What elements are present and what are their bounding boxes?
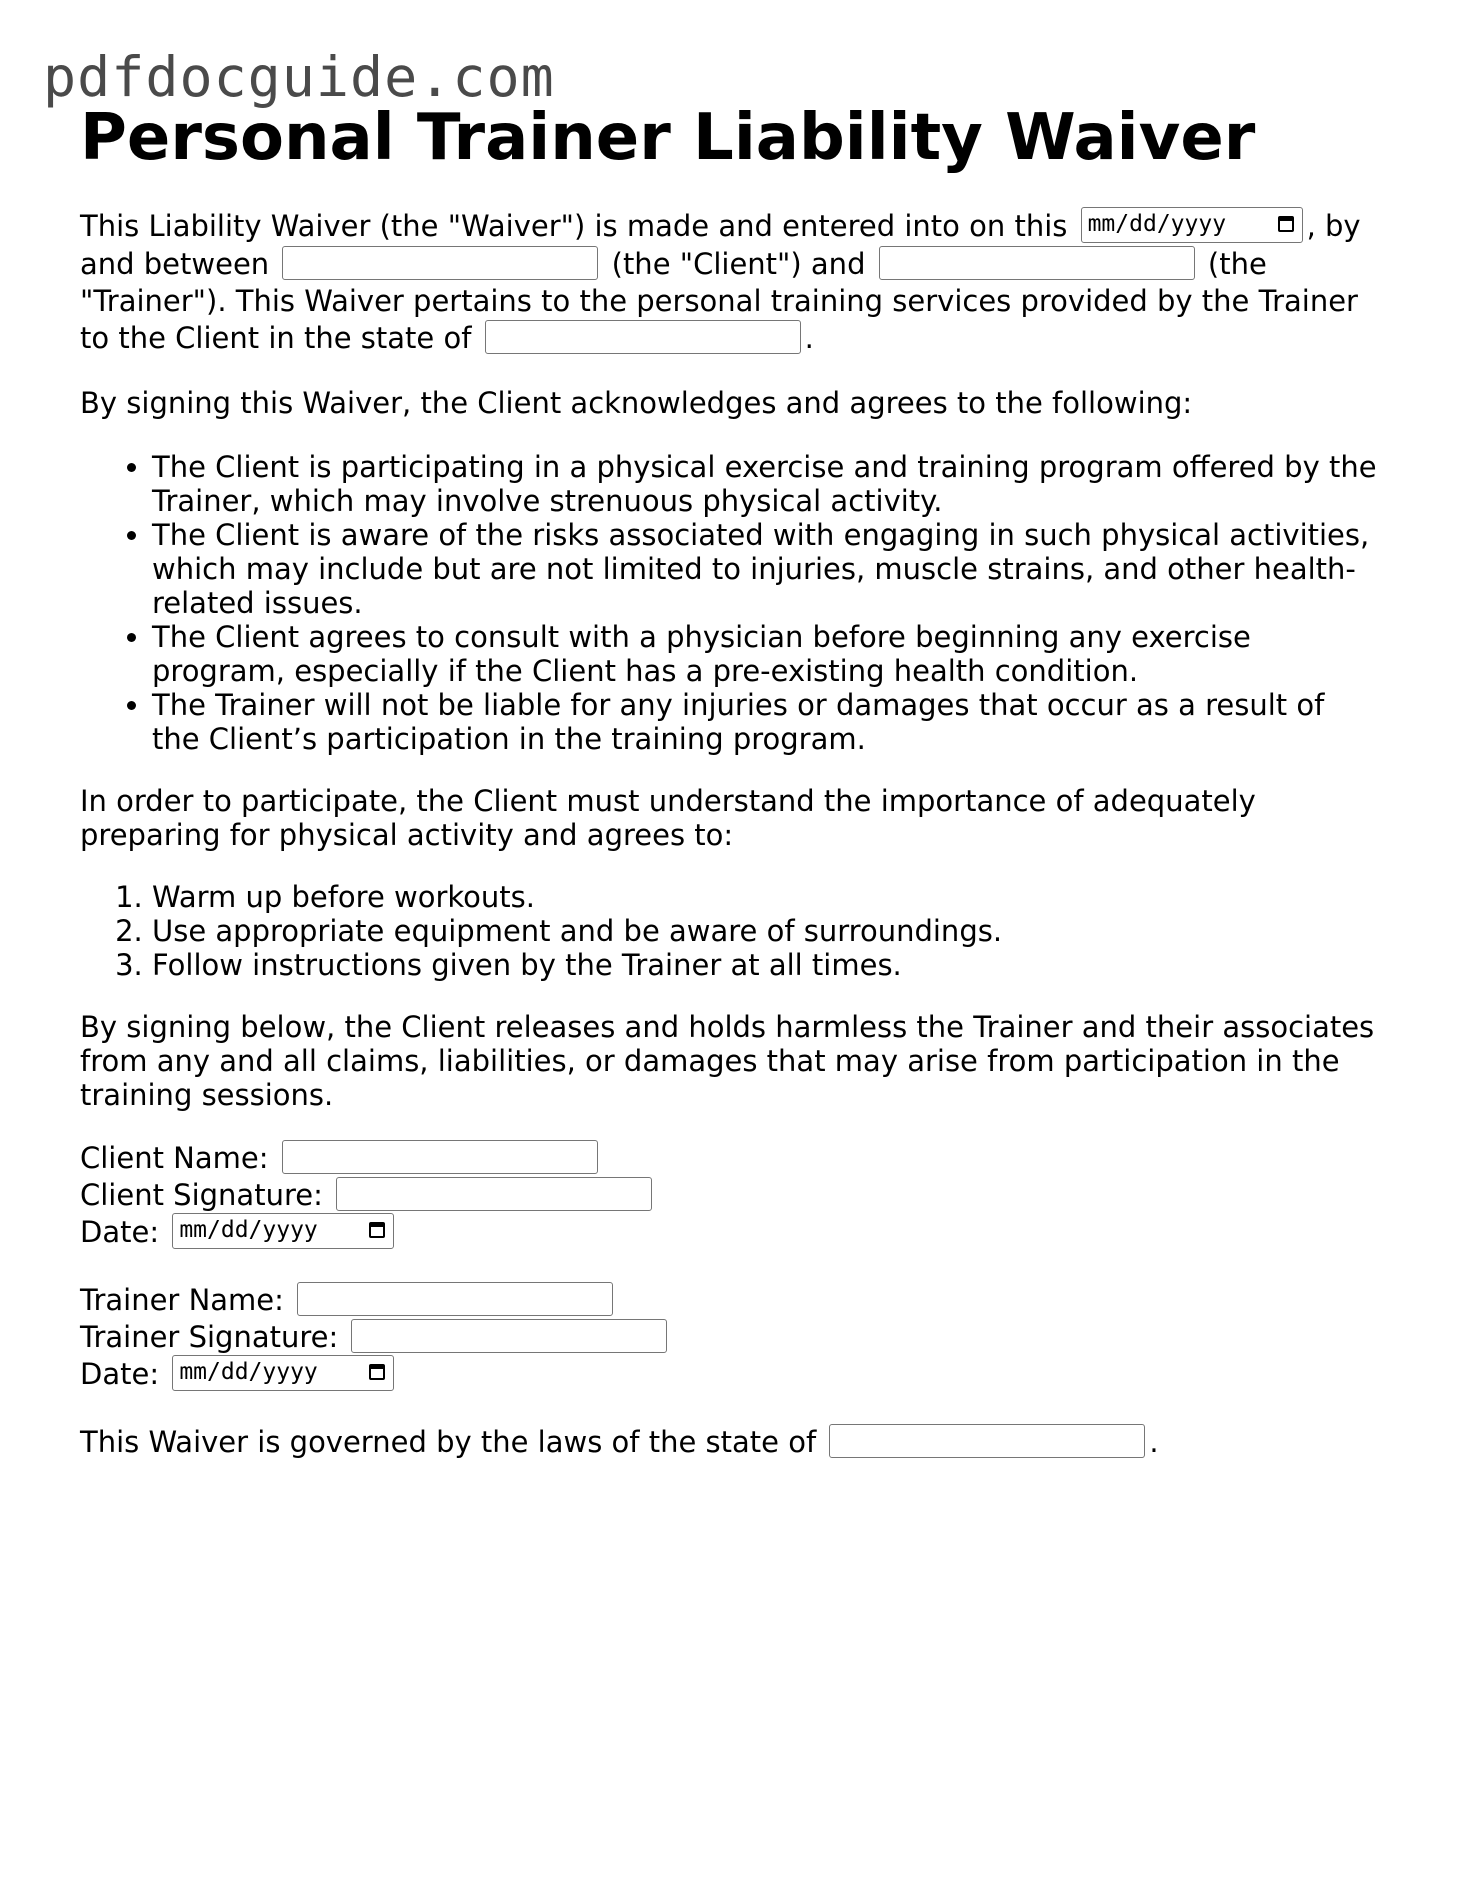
client-name-label: Client Name: — [80, 1141, 269, 1175]
list-item: 1. Warm up before workouts. — [152, 880, 1380, 914]
list-item: • The Client agrees to consult with a physician before beginning any exercise program, especially if the Client has a pre-existing health condition. — [152, 620, 1380, 688]
trainer-date-placeholder: mm/dd/yyyy — [179, 1359, 318, 1385]
trainer-date-row — [80, 1356, 1380, 1394]
trainer-signature-label: Trainer Signature: — [80, 1320, 339, 1354]
state-inline-input[interactable] — [485, 320, 801, 354]
acknowledgement-text: By signing this Waiver, the Client acknowledges and agrees to the following: — [80, 386, 1193, 420]
watermark: pdfdocguide.com — [43, 45, 555, 109]
client-signature-label: Client Signature: — [80, 1178, 323, 1212]
client-name-input[interactable] — [282, 1140, 598, 1174]
agreement-date-placeholder: mm/dd/yyyy — [1087, 211, 1227, 237]
calendar-icon[interactable] — [369, 1222, 385, 1238]
trainer-signature-input[interactable] — [351, 1319, 667, 1353]
trainer-signature-row — [80, 1319, 1380, 1356]
intro-text-1: This Liability Waiver (the "Waiver") is made and entered into on this — [80, 209, 1068, 243]
waiver-document — [80, 100, 1380, 1461]
client-signature-input[interactable] — [336, 1177, 652, 1211]
list-item: • The Trainer will not be liable for any injuries or damages that occur as a result of the Client’s participation in the training program. — [152, 688, 1380, 756]
governing-state-input[interactable] — [829, 1424, 1145, 1458]
intro-text-4: (the "Trainer"). This Waiver pertains to the personal training services provided by the Trainer to the Client in the state of — [80, 247, 1358, 355]
trainer-name-label: Trainer Name: — [80, 1283, 284, 1317]
terms-list — [80, 450, 1380, 756]
governing-law-end: . — [1149, 1425, 1159, 1459]
governing-law-label: This Waiver is governed by the laws of the state of — [80, 1425, 817, 1459]
client-signature-row — [80, 1177, 1380, 1214]
client-name-row — [80, 1140, 1380, 1177]
trainer-name-row — [80, 1282, 1380, 1319]
intro-text-2: , by and between — [80, 209, 1361, 281]
client-signature-block — [80, 1140, 1380, 1252]
intro-text-3: (the "Client") and — [611, 247, 866, 281]
trainer-date-label: Date: — [80, 1357, 160, 1391]
page-title: Personal Trainer Liability Waiver — [80, 101, 1256, 175]
preparation-text: In order to participate, the Client must understand the importance of adequately preparing for physical activity and agrees to: — [80, 784, 1256, 852]
trainer-date-input[interactable] — [172, 1355, 394, 1391]
intro-text-5: . — [804, 321, 814, 355]
client-date-input[interactable] — [172, 1213, 394, 1249]
trainer-signature-block — [80, 1282, 1380, 1394]
trainer-name-inline-input[interactable] — [879, 246, 1195, 280]
list-item: 2. Use appropriate equipment and be aware of surroundings. — [152, 914, 1380, 948]
client-name-inline-input[interactable] — [282, 246, 598, 280]
calendar-icon[interactable] — [369, 1364, 385, 1380]
governing-law-text — [80, 1424, 1380, 1461]
intro-paragraph — [80, 208, 1380, 357]
calendar-icon[interactable] — [1278, 216, 1294, 232]
steps-list — [80, 880, 1380, 982]
agreement-date-input[interactable] — [1081, 207, 1303, 243]
client-date-row — [80, 1214, 1380, 1252]
list-item: 3. Follow instructions given by the Trainer at all times. — [152, 948, 1380, 982]
release-text: By signing below, the Client releases and holds harmless the Trainer and their associates from any and all claims, liabilities, or damages that may arise from participation in the training sessions. — [80, 1010, 1375, 1112]
trainer-name-input[interactable] — [297, 1282, 613, 1316]
client-date-label: Date: — [80, 1215, 160, 1249]
list-item: • The Client is participating in a physical exercise and training program offered by the Trainer, which may involve strenuous physical activity. — [152, 450, 1380, 518]
client-date-placeholder: mm/dd/yyyy — [179, 1217, 318, 1243]
list-item: • The Client is aware of the risks associated with engaging in such physical activities, which may include but are not limited to injuries, muscle strains, and other health-related issues. — [152, 518, 1380, 620]
